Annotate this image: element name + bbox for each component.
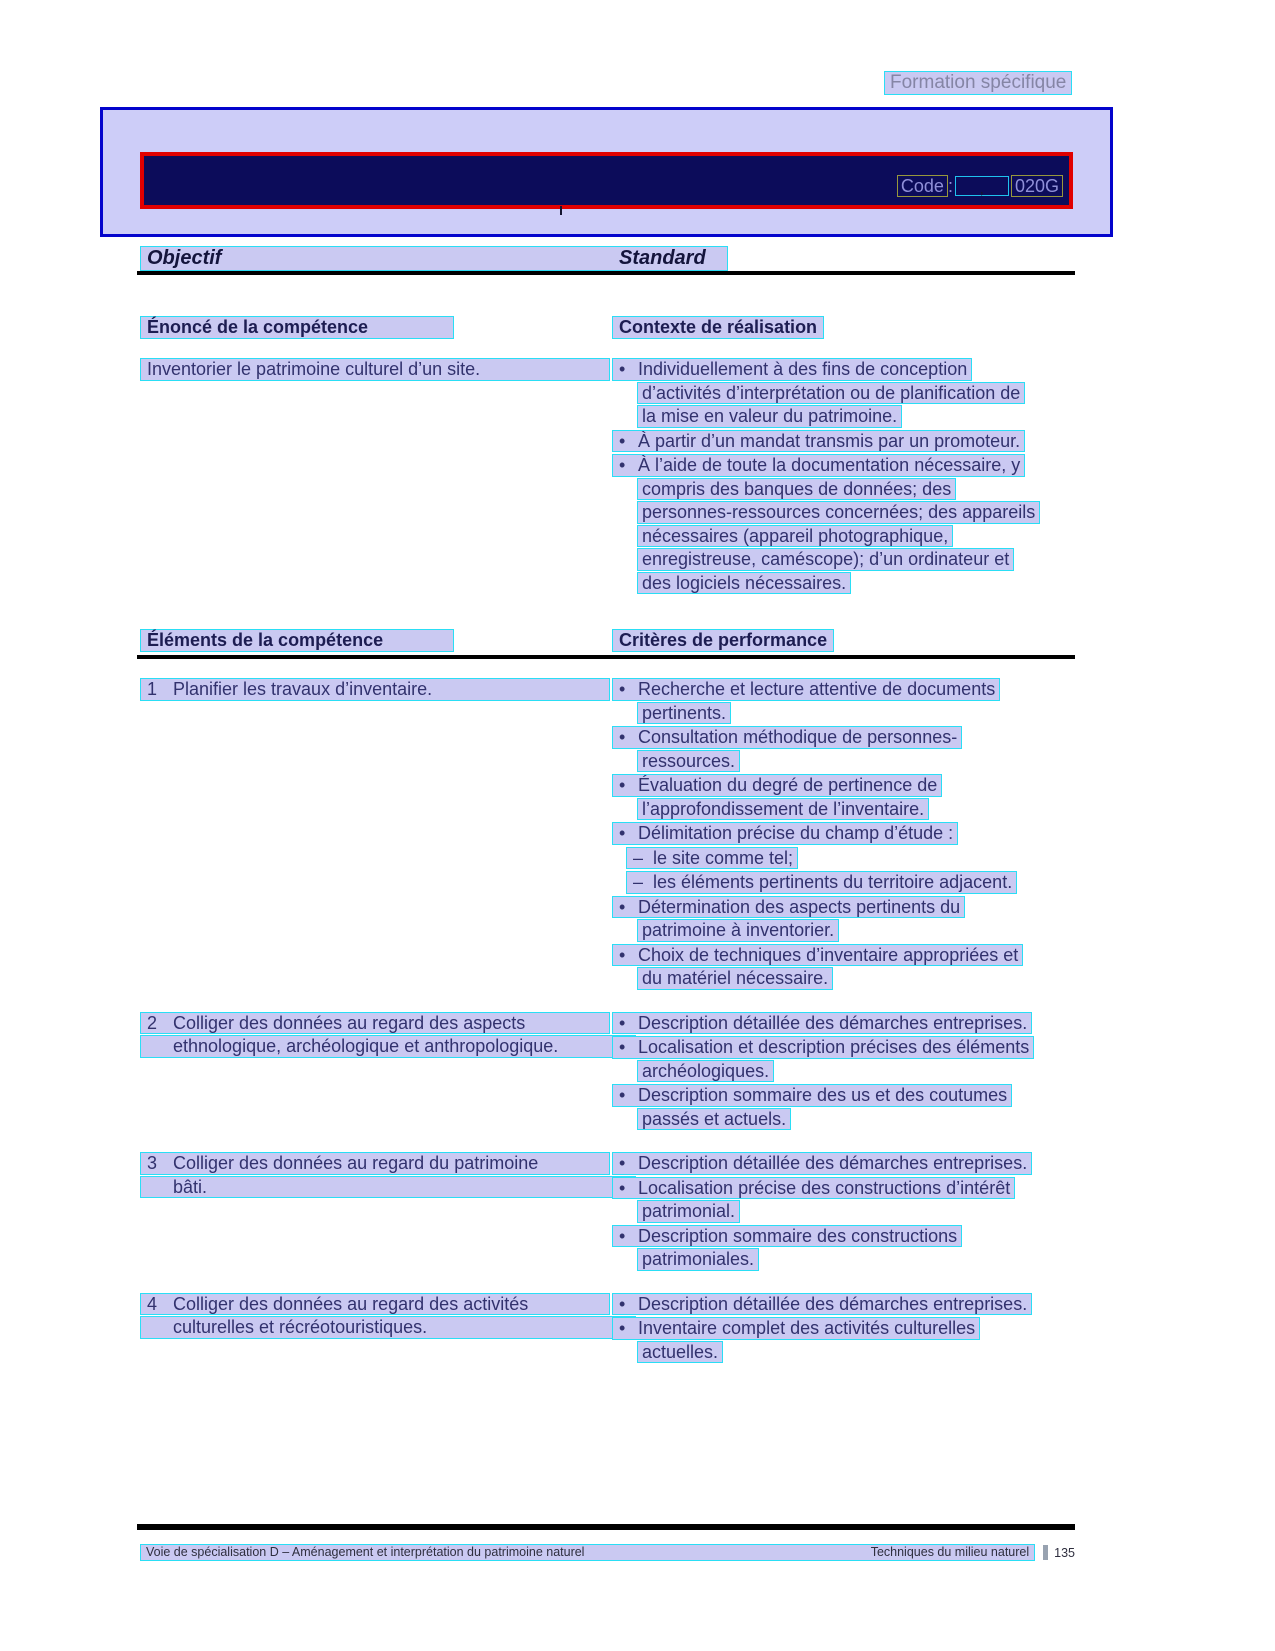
element-number: 4 xyxy=(147,1293,158,1314)
criterion-text: Description détaillée des démarches entreprises. xyxy=(638,1293,1028,1314)
bullet-icon: • xyxy=(619,896,626,917)
criteria-cell xyxy=(612,1293,1075,1366)
footer-band xyxy=(140,1544,1035,1561)
criterion-line: des logiciels nécessaires. xyxy=(637,572,851,595)
criterion xyxy=(612,454,1075,594)
criterion xyxy=(612,774,1075,820)
criterion xyxy=(612,358,1075,428)
element-cell xyxy=(140,1152,612,1273)
bullet-icon: • xyxy=(619,944,626,965)
horizontal-rule-middle xyxy=(137,655,1075,659)
criterion-line: d’activités d’interprétation ou de planification de xyxy=(637,382,1025,405)
criterion-text: Individuellement à des fins de conception xyxy=(638,359,968,379)
criterion-text: Recherche et lecture attentive de documents xyxy=(638,679,996,699)
criterion-line: compris des banques de données; des xyxy=(637,478,956,501)
criterion-text: Choix de techniques d’inventaire appropriées et xyxy=(638,944,1019,965)
element-line: culturelles et récréotouristiques. xyxy=(140,1316,636,1339)
criterion-text: Description détaillée des démarches entreprises. xyxy=(638,1153,1028,1173)
element-line: ethnologique, archéologique et anthropologique. xyxy=(140,1035,636,1058)
page-footer xyxy=(140,1544,1075,1561)
element-row xyxy=(140,1152,1075,1273)
scan-artifact-tick xyxy=(560,206,562,215)
element-text: Colliger des données au regard des activités xyxy=(173,1293,529,1314)
criterion-text: Localisation précise des constructions d’intérêt xyxy=(638,1177,1011,1198)
objectif-title: Objectif xyxy=(147,247,222,269)
criterion-line xyxy=(612,1036,1034,1059)
criteria-cell xyxy=(612,1012,1075,1133)
standard-title: Standard xyxy=(619,247,706,269)
bullet-icon: • xyxy=(619,1037,626,1057)
criteres-performance-header: Critères de performance xyxy=(612,629,834,652)
bullet-icon: • xyxy=(619,359,626,379)
criterion-line: ressources. xyxy=(637,750,740,773)
criterion-text: Description sommaire des us et des coutumes xyxy=(638,1085,1008,1105)
elements-competence-header: Éléments de la compétence xyxy=(140,629,454,652)
bullet-icon: • xyxy=(619,430,626,451)
page-header-label: Formation spécifique xyxy=(884,71,1072,95)
criterion-line: pertinents. xyxy=(637,702,731,725)
elements-rows xyxy=(140,678,1075,1385)
criterion-line xyxy=(612,1293,1032,1316)
horizontal-rule-top xyxy=(137,271,1075,275)
criterion-line xyxy=(612,454,1025,477)
criterion-text: Évaluation du degré de pertinence de xyxy=(638,775,938,795)
scan-artifact-apostrophe: ’ xyxy=(980,190,984,207)
context-bullet-list xyxy=(612,358,1075,596)
criterion xyxy=(612,1012,1075,1035)
criterion-line xyxy=(612,1012,1032,1035)
element-row xyxy=(140,678,1075,992)
criterion-line: archéologiques. xyxy=(637,1060,774,1083)
element-line xyxy=(140,678,610,701)
criterion-text: Description détaillée des démarches entreprises. xyxy=(638,1012,1028,1033)
criterion-line: patrimonial. xyxy=(637,1200,740,1223)
criterion-text: Inventaire complet des activités culturelles xyxy=(638,1318,976,1338)
bullet-icon: • xyxy=(619,1085,626,1105)
bullet-icon: • xyxy=(619,823,626,843)
criterion-line xyxy=(612,726,962,749)
criterion-text: le site comme tel; xyxy=(653,847,794,868)
dash-icon: – xyxy=(633,847,644,868)
criterion xyxy=(612,1084,1075,1130)
objectif-standard-band xyxy=(140,246,728,271)
criterion-line xyxy=(612,678,1000,701)
criterion-line: personnes-ressources concernées; des appareils xyxy=(637,501,1040,524)
horizontal-rule-footer xyxy=(137,1524,1075,1530)
criterion-text: Délimitation précise du champ d’étude : xyxy=(638,823,954,843)
enonce-competence-header: Énoncé de la compétence xyxy=(140,316,454,339)
criterion-line xyxy=(612,1152,1032,1175)
sub-criterion xyxy=(612,847,1075,870)
element-cell xyxy=(140,1293,612,1366)
criterion-line: actuelles. xyxy=(637,1341,723,1364)
bullet-icon: • xyxy=(619,455,626,475)
competence-statement xyxy=(140,358,610,382)
element-cell xyxy=(140,1012,612,1133)
element-number: 2 xyxy=(147,1012,158,1033)
criterion xyxy=(612,1177,1075,1223)
bullet-icon: • xyxy=(619,679,626,699)
bullet-icon: • xyxy=(619,1012,626,1033)
criterion-line: nécessaires (appareil photographique, xyxy=(637,525,953,548)
dash-icon: – xyxy=(633,872,644,892)
criterion-line: patrimoine à inventorier. xyxy=(637,919,839,942)
element-cell xyxy=(140,678,612,992)
bullet-icon: • xyxy=(619,1293,626,1314)
contexte-realisation-header: Contexte de réalisation xyxy=(612,316,824,339)
code-label: Code xyxy=(897,175,948,197)
criteria-cell xyxy=(612,678,1075,992)
title-banner-box xyxy=(100,107,1113,237)
criterion-text: Localisation et description précises des éléments xyxy=(638,1037,1030,1057)
bullet-icon: • xyxy=(619,1153,626,1173)
criterion-line xyxy=(612,430,1025,453)
criterion-text: Description sommaire des constructions xyxy=(638,1225,958,1246)
element-number: 3 xyxy=(147,1153,158,1173)
criterion-text: Consultation méthodique de personnes- xyxy=(638,727,958,747)
criterion-line xyxy=(612,1084,1012,1107)
element-text: Colliger des données au regard des aspects xyxy=(173,1012,526,1033)
criterion-line xyxy=(612,774,942,797)
criterion-line xyxy=(612,896,965,919)
footer-program-title: Voie de spécialisation D – Aménagement et interprétation du patrimoine naturel xyxy=(146,1545,585,1559)
element-row xyxy=(140,1012,1075,1133)
statement-line xyxy=(140,358,610,381)
criterion xyxy=(612,822,1075,845)
criteria-cell xyxy=(612,1152,1075,1273)
criterion-line: patrimoniales. xyxy=(637,1248,759,1271)
criterion-line xyxy=(612,1225,962,1248)
criterion xyxy=(612,1317,1075,1363)
bullet-icon: • xyxy=(619,1177,626,1198)
criterion xyxy=(612,944,1075,990)
criterion xyxy=(612,896,1075,942)
criterion xyxy=(612,430,1075,453)
bullet-icon: • xyxy=(619,775,626,795)
criterion-text: les éléments pertinents du territoire adjacent. xyxy=(653,872,1013,892)
criterion-text: À partir d’un mandat transmis par un promoteur. xyxy=(638,430,1021,451)
statement-text: Inventorier le patrimoine culturel d’un site. xyxy=(147,359,481,379)
criterion-text: Détermination des aspects pertinents du xyxy=(638,896,961,917)
criterion xyxy=(612,1152,1075,1175)
criterion-line xyxy=(612,1177,1015,1200)
criterion-line: du matériel nécessaire. xyxy=(637,967,833,990)
criterion-text: À l’aide de toute la documentation nécessaire, y xyxy=(638,455,1021,475)
course-title-banner xyxy=(140,152,1073,209)
criterion xyxy=(612,678,1075,724)
criterion xyxy=(612,726,1075,772)
criterion-line xyxy=(612,822,958,845)
footer-separator-bar xyxy=(1043,1545,1048,1560)
page-number: 135 xyxy=(1054,1545,1075,1560)
criterion-line xyxy=(612,358,972,381)
footer-document-title: Techniques du milieu naturel xyxy=(870,1545,1030,1559)
criterion-line: l’approfondissement de l’inventaire. xyxy=(637,798,929,821)
element-text: Planifier les travaux d’inventaire. xyxy=(173,679,433,699)
element-line xyxy=(140,1012,610,1035)
code-separator: : xyxy=(947,176,953,196)
bullet-icon: • xyxy=(619,1225,626,1246)
bullet-icon: • xyxy=(619,1318,626,1338)
criterion xyxy=(612,1225,1075,1271)
criterion xyxy=(612,1293,1075,1316)
sub-criterion xyxy=(612,871,1075,894)
code-value: 020G xyxy=(1011,175,1063,197)
criterion-line xyxy=(612,1317,980,1340)
criterion-line: passés et actuels. xyxy=(637,1108,791,1131)
criterion-line: la mise en valeur du patrimoine. xyxy=(637,405,902,428)
element-line: bâti. xyxy=(140,1176,636,1199)
criterion-line xyxy=(612,944,1023,967)
element-line xyxy=(140,1152,610,1175)
element-number: 1 xyxy=(147,679,158,699)
element-row xyxy=(140,1293,1075,1366)
criterion xyxy=(612,1036,1075,1082)
element-line xyxy=(140,1293,610,1316)
criterion-line: enregistreuse, caméscope); d’un ordinateur et xyxy=(637,548,1014,571)
criterion-line xyxy=(626,847,798,870)
criterion-line xyxy=(626,871,1017,894)
bullet-icon: • xyxy=(619,727,626,747)
element-text: Colliger des données au regard du patrimoine xyxy=(173,1153,539,1173)
